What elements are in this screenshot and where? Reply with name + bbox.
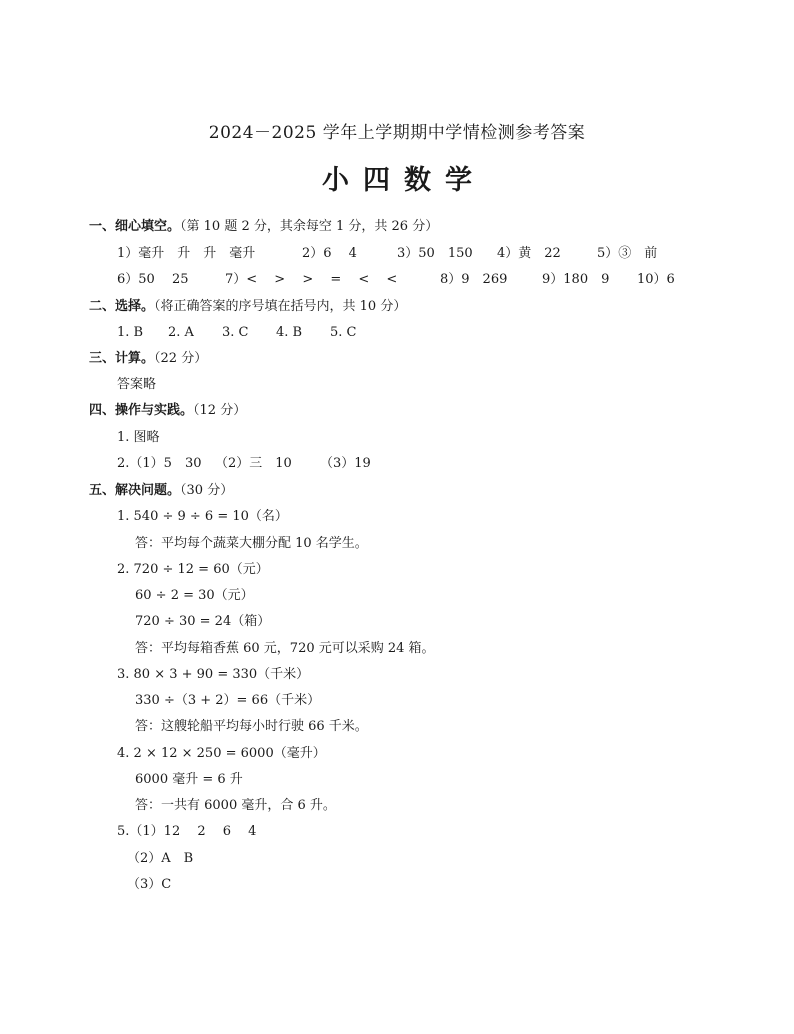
section-5-heading: [89, 482, 233, 500]
section-3-note: （22 分）: [154, 351, 208, 366]
s5-q4-equation-1: 4. 2 × 12 × 250 = 6000（毫升）: [117, 746, 326, 761]
s5-q2-equation-1: 2. 720 ÷ 12 = 60（元）: [117, 562, 269, 577]
s2-answer-4: 4. B: [276, 325, 303, 340]
section-1-title: 一、细心填空。: [89, 219, 181, 234]
s1-answer-10: 10）6: [637, 272, 675, 287]
section-1-note: （第 10 题 2 分，其余每空 1 分，共 26 分）: [180, 219, 439, 234]
s2-answer-3: 3. C: [222, 325, 249, 340]
s5-q3-answer: 答：这艘轮船平均每小时行驶 66 千米。: [135, 719, 368, 734]
s4-answer-2-1: 2.（1）5 30: [117, 456, 202, 471]
s5-q2-equation-2: 60 ÷ 2 = 30（元）: [135, 588, 254, 603]
s5-q5-part-2: （2）A B: [127, 851, 194, 866]
s1-answer-6: 6）50 25: [117, 272, 189, 287]
s1-answer-2: 2）6 4: [302, 246, 357, 261]
s3-answer: 答案略: [117, 377, 157, 392]
section-3-title: 三、计算。: [89, 351, 155, 366]
s5-q1-equation: 1. 540 ÷ 9 ÷ 6 = 10（名）: [117, 509, 288, 524]
section-2-title: 二、选择。: [89, 299, 155, 314]
section-5-title: 五、解决问题。: [89, 483, 181, 498]
s1-answer-9: 9）180 9: [542, 272, 610, 287]
document-subtitle: 小四数学: [322, 165, 486, 196]
s5-q3-equation-2: 330 ÷（3 + 2）= 66（千米）: [135, 693, 321, 708]
s5-q5-part-1: 5.（1）12 2 6 4: [117, 824, 257, 839]
s1-answer-5: 5）③ 前: [597, 246, 658, 261]
s1-answer-8: 8）9 269: [440, 272, 508, 287]
section-4-note: （12 分）: [193, 403, 247, 418]
section-5-note: （30 分）: [180, 483, 234, 498]
s4-answer-2-3: （3）19: [320, 456, 371, 471]
s4-answer-1: 1. 图略: [117, 430, 160, 445]
section-2-note: （将正确答案的序号填在括号内，共 10 分）: [154, 299, 407, 314]
s5-q2-answer: 答：平均每箱香蕉 60 元，720 元可以采购 24 箱。: [135, 641, 435, 656]
s2-answer-5: 5. C: [330, 325, 357, 340]
section-3-heading: [89, 350, 207, 368]
section-2-heading: [89, 298, 406, 316]
s4-answer-2-2: （2）三 10: [215, 456, 292, 471]
s5-q1-answer: 答：平均每个蔬菜大棚分配 10 名学生。: [135, 536, 368, 551]
s5-q4-answer: 答：一共有 6000 毫升，合 6 升。: [135, 798, 336, 813]
s2-answer-2: 2. A: [168, 325, 194, 340]
s2-answer-1: 1. B: [117, 325, 144, 340]
section-4-heading: [89, 402, 246, 420]
s1-answer-3: 3）50 150: [397, 246, 473, 261]
section-4-title: 四、操作与实践。: [89, 403, 194, 418]
s5-q2-equation-3: 720 ÷ 30 = 24（箱）: [135, 614, 271, 629]
s1-answer-7: 7）< > > = < <: [225, 272, 398, 287]
s5-q5-part-3: （3）C: [127, 877, 172, 892]
document-title: 2024－2025 学年上学期期中学情检测参考答案: [208, 123, 586, 143]
section-1-heading: [89, 218, 438, 236]
s5-q3-equation-1: 3. 80 × 3 + 90 = 330（千米）: [117, 667, 310, 682]
s1-answer-4: 4）黄 22: [497, 246, 561, 261]
s5-q4-equation-2: 6000 毫升 = 6 升: [135, 772, 243, 787]
s1-answer-1: 1）毫升 升 升 毫升: [117, 246, 256, 261]
